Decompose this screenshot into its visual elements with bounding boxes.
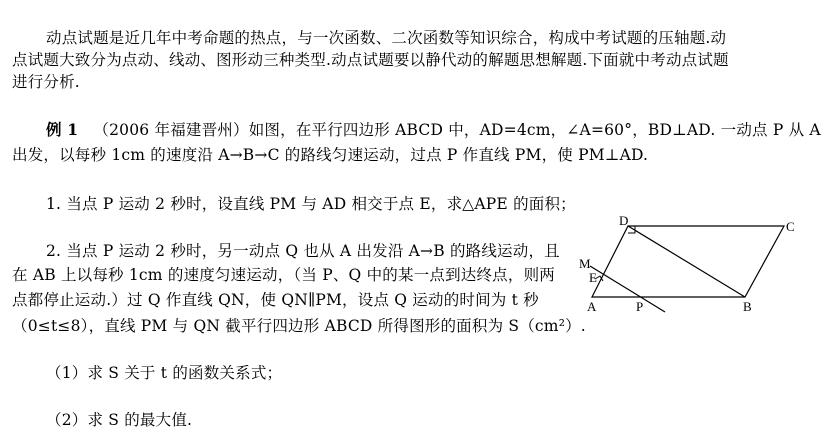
question-2-line-2: 在 AB 上以每秒 1cm 的速度匀速运动，（当 P、Q 中的某一点到达终点，则两 xyxy=(12,266,555,284)
label-m: M xyxy=(579,256,591,271)
parallelogram-abcd xyxy=(592,226,784,297)
parallelogram-figure xyxy=(575,212,805,322)
line-pm xyxy=(590,266,665,312)
example-intro-text: （2006 年福建晋州）如图，在平行四边形 ABCD 中，AD=4cm，∠A=60°，BD⊥AD. 一动点 P 从 A xyxy=(93,121,821,139)
question-2-line-1: 2. 当点 P 运动 2 秒时，另一动点 Q 也从 A 出发沿 A→B 的路线运动，且 xyxy=(46,242,560,260)
diagonal-bd xyxy=(628,226,745,297)
question-2-line-4: （0≤t≤8），直线 PM 与 QN 截平行四边形 ABCD 所得图形的面积为 S（cm²）. xyxy=(12,317,586,335)
example-label: 例 1 xyxy=(46,120,79,139)
intro-line-3: 进行分析. xyxy=(12,73,80,91)
label-c: C xyxy=(786,219,795,234)
question-1: 1. 当点 P 运动 2 秒时，设直线 PM 与 AD 相交于点 E，求△APE 的面积； xyxy=(46,195,576,213)
sub-question-1: （1）求 S 关于 t 的函数关系式； xyxy=(46,364,283,382)
example-line-2: 出发，以每秒 1cm 的速度沿 A→B→C 的路线匀速运动，过点 P 作直线 PM，使 PM⊥AD. xyxy=(12,146,649,164)
label-p: P xyxy=(636,299,644,314)
label-e: E xyxy=(589,270,597,285)
label-b: B xyxy=(743,299,752,314)
label-d: D xyxy=(619,213,629,228)
example-line-1 xyxy=(46,120,821,140)
label-a: A xyxy=(587,299,597,314)
question-2-line-3: 点都停止运动.）过 Q 作直线 QN，使 QN∥PM，设点 Q 运动的时间为 t 秒 xyxy=(12,291,539,309)
intro-line-2: 点试题大致分为点动、线动、图形动三种类型.动点试题要以静代动的解题思想解题.下面就中考动点试题 xyxy=(12,51,729,69)
intro-line-1: 动点试题是近几年中考命题的热点，与一次函数、二次函数等知识综合，构成中考试题的压轴题.动 xyxy=(46,29,727,47)
sub-question-2: （2）求 S 的最大值. xyxy=(46,411,193,429)
